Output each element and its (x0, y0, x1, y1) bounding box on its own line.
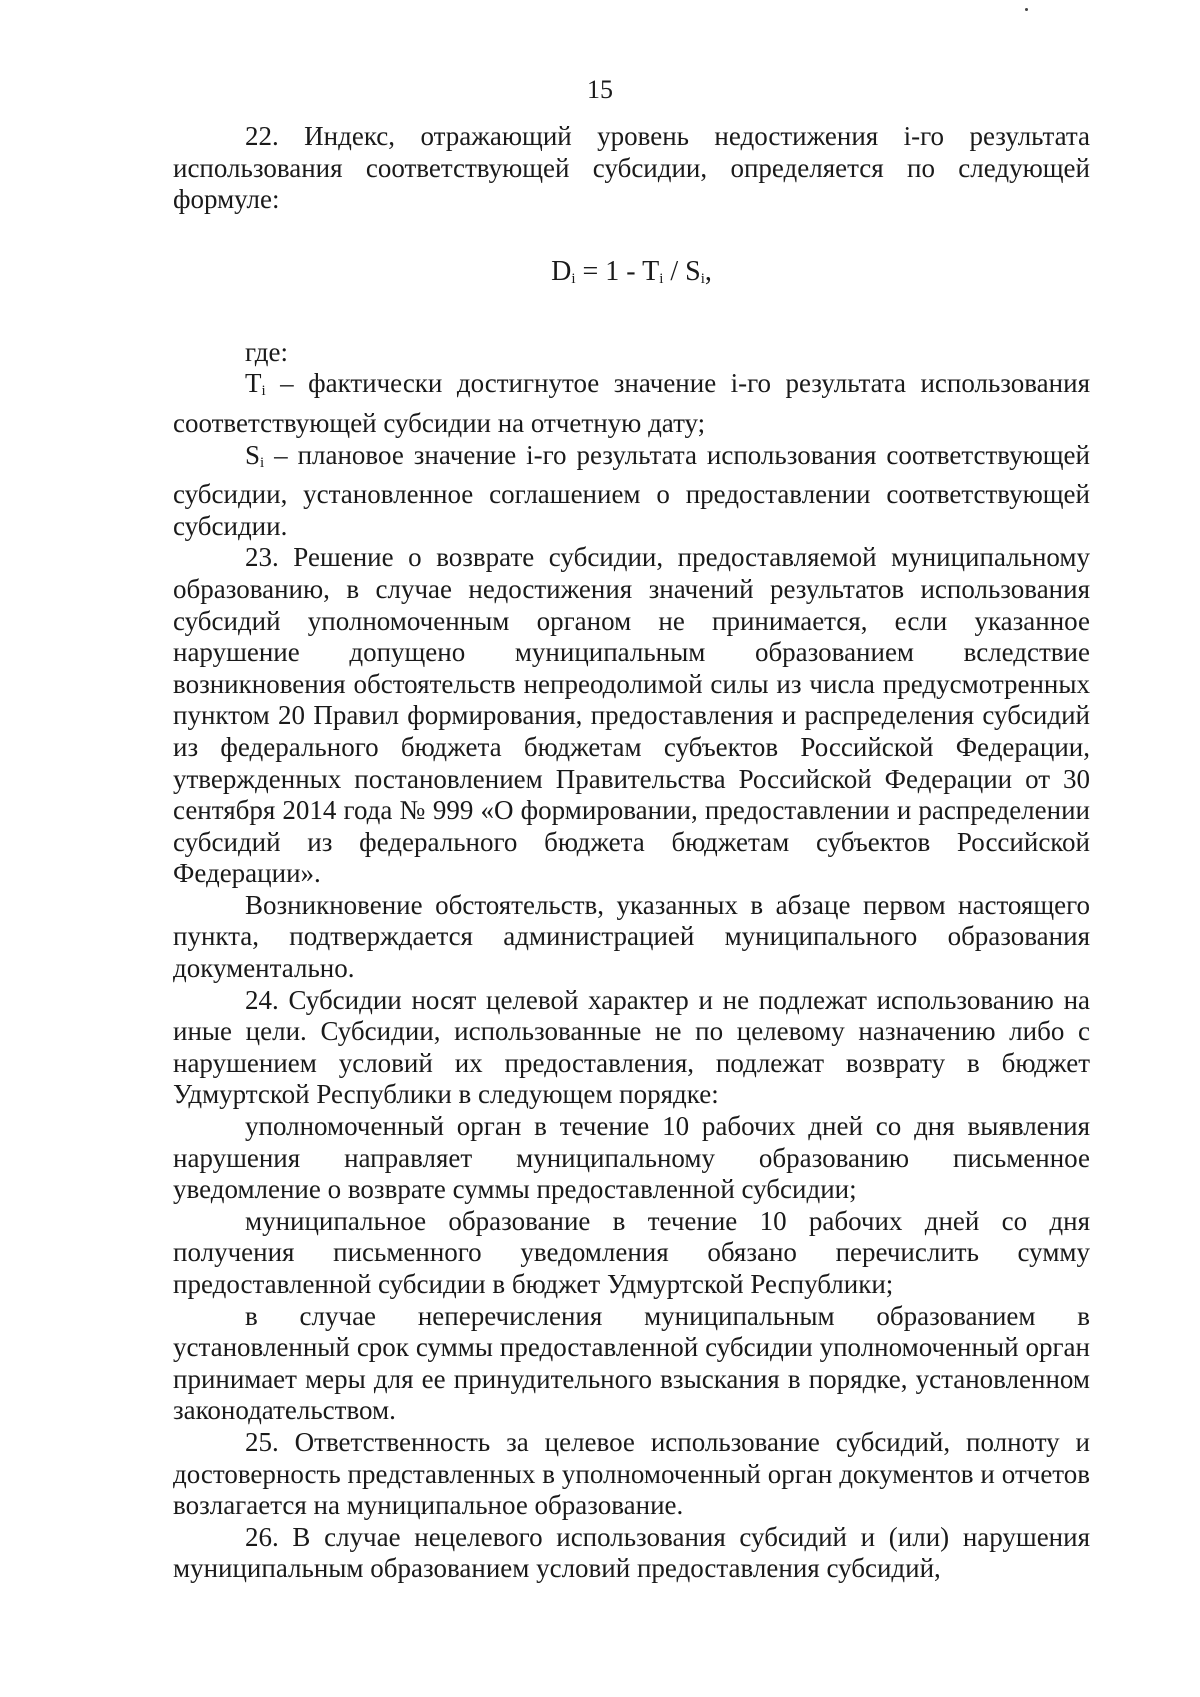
paragraph-23: 23. Решение о возврате субсидии, предоставляемой муниципальному образованию, в случае недостижения значений результатов использования субсидий уполномоченным органом не принимается, если указанное нарушение допущено муниципальным образованием вследствие возникновения обстоятельств непреодолимой силы из числа предусмотренных пунктом 20 Правил формирования, предоставления и распределения субсидий из федерального бюджета бюджетам субъектов Российской Федерации, утвержденных постановлением Правительства Российской Федерации от 30 сентября 2014 года № 999 «О формировании, предоставлении и распределении субсидий из федерального бюджета бюджетам субъектов Российской Федерации». (173, 542, 1090, 889)
definition-t-symbol: T (245, 368, 262, 399)
definition-s-symbol: S (245, 439, 261, 470)
paragraph-23-second: Возникновение обстоятельств, указанных в абзаце первом настоящего пункта, подтверждается администрацией муниципального образования документально. (173, 889, 1090, 984)
paragraph-26: 26. В случае нецелевого использования субсидий и (или) нарушения муниципальным образованием условий предоставления субсидий, (173, 1521, 1090, 1584)
where-label: где: (245, 336, 288, 367)
definition-s (173, 440, 1090, 543)
definition-t-subscript: i (261, 383, 266, 400)
paragraph-22: 22. Индекс, отражающий уровень недостижения i-го результата использования соответствующей субсидии, определяется по следующей формуле: (173, 121, 1090, 215)
definition-s-text: – плановое значение i-го результата использования соответствующей субсидии, установленное соглашением о предоставлении соответствующей субсидии. (173, 439, 1090, 541)
formula-s-subscript: i (700, 270, 705, 287)
formula-d-subscript: i (571, 270, 576, 287)
paragraph-24: 24. Субсидии носят целевой характер и не подлежат использованию на иные цели. Субсидии, использованные не по целевому назначению либо с нарушением условий их предоставления, подлежат возврату в бюджет Удмуртской Республики в следующем порядке: (173, 984, 1090, 1110)
definition-s-subscript: i (260, 454, 265, 471)
definition-t (173, 368, 1090, 439)
formula-middle: = 1 - T (575, 255, 660, 287)
formula-end: , (704, 255, 712, 287)
page-number: 15 (587, 75, 613, 104)
document-body (173, 121, 1090, 1585)
paragraph-24-step-1: уполномоченный орган в течение 10 рабочих дней со дня выявления нарушения направляет муниципальному образованию письменное уведомление о возврате суммы предоставленной субсидии; (173, 1111, 1090, 1205)
formula-t-subscript: i (659, 270, 664, 287)
formula-slash: / S (663, 255, 701, 287)
paragraph-25: 25. Ответственность за целевое использование субсидий, полноту и достоверность представленных в уполномоченный орган документов и отчетов возлагается на муниципальное образование. (173, 1426, 1090, 1521)
definition-t-text: – фактически достигнутое значение i-го результата использования соответствующей субсидии на отчетную дату; (173, 368, 1090, 438)
formula-d: D (551, 255, 572, 287)
paragraph-24-step-3: в случае неперечисления муниципальным образованием в установленный срок суммы предоставленной субсидии уполномоченный орган принимает меры для ее принудительного взыскания в порядке, установленном законодательством. (173, 1300, 1090, 1426)
paragraph-24-step-2: муниципальное образование в течение 10 рабочих дней со дня получения письменного уведомления обязано перечислить сумму предоставленной субсидии в бюджет Удмуртской Республики; (173, 1205, 1090, 1299)
formula (173, 256, 1090, 295)
scan-speck (1025, 8, 1028, 11)
